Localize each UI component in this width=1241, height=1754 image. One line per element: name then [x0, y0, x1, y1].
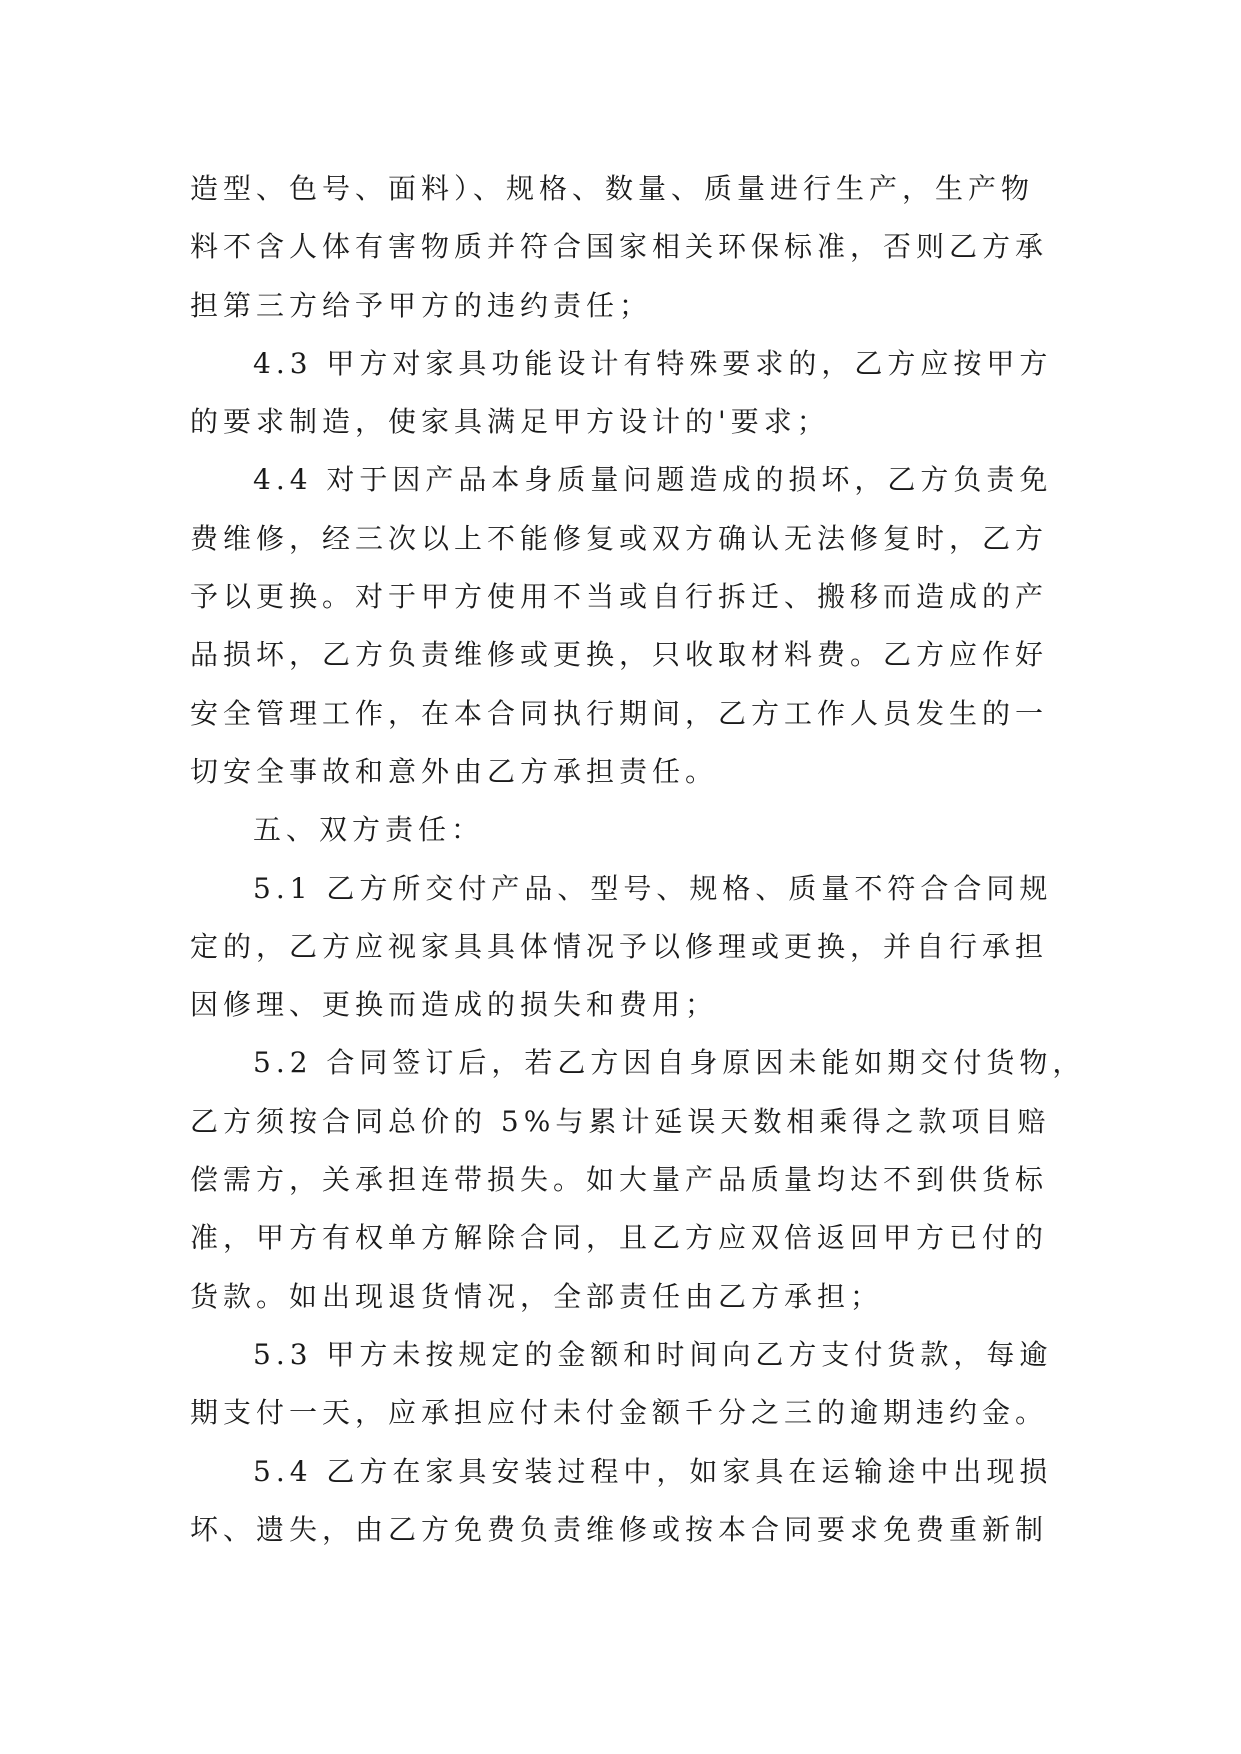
document-line: 坏、遗失，由乙方免费负责维修或按本合同要求免费重新制: [190, 1512, 1049, 1546]
document-line: 期支付一天，应承担应付未付金额千分之三的逾期违约金。: [190, 1396, 1049, 1430]
document-line: 4.3 甲方对家具功能设计有特殊要求的，乙方应按甲方: [253, 346, 1053, 380]
document-line: 5.1 乙方所交付产品、型号、规格、质量不符合合同规: [253, 871, 1053, 905]
document-line: 切安全事故和意外由乙方承担责任。: [190, 754, 719, 788]
document-line: 料不含人体有害物质并符合国家相关环保标准，否则乙方承: [190, 230, 1049, 264]
document-line: 费维修，经三次以上不能修复或双方确认无法修复时，乙方: [190, 521, 1049, 555]
document-line: 五、双方责任：: [253, 813, 485, 847]
document-line: 偿需方，关承担连带损失。如大量产品质量均达不到供货标: [190, 1163, 1049, 1197]
document-line: 安全管理工作，在本合同执行期间，乙方工作人员发生的一: [190, 696, 1049, 730]
document-line: 因修理、更换而造成的损失和费用；: [190, 988, 719, 1022]
document-line: 品损坏，乙方负责维修或更换，只收取材料费。乙方应作好: [190, 638, 1049, 672]
document-line: 货款。如出现退货情况，全部责任由乙方承担；: [190, 1279, 884, 1313]
document-line: 5.4 乙方在家具安装过程中，如家具在运输途中出现损: [253, 1454, 1053, 1488]
document-line: 4.4 对于因产品本身质量问题造成的损坏，乙方负责免: [253, 463, 1053, 497]
document-line: 5.2 合同签订后，若乙方因自身原因未能如期交付货物，: [253, 1046, 1086, 1080]
document-line: 定的，乙方应视家具具体情况予以修理或更换，并自行承担: [190, 929, 1049, 963]
contract-body-text: [190, 160, 1086, 1559]
document-line: 5.3 甲方未按规定的金额和时间向乙方支付货款，每逾: [253, 1337, 1053, 1371]
document-line: 担第三方给予甲方的违约责任；: [190, 288, 653, 322]
document-line: 予以更换。对于甲方使用不当或自行拆迁、搬移而造成的产: [190, 580, 1049, 614]
document-line: 准，甲方有权单方解除合同，且乙方应双倍返回甲方已付的: [190, 1221, 1049, 1255]
document-line: 乙方须按合同总价的 5%与累计延误天数相乘得之款项目赔: [190, 1104, 1051, 1138]
document-line: 的要求制造，使家具满足甲方设计的'要求；: [190, 405, 830, 439]
document-line: 造型、色号、面料）、规格、数量、质量进行生产，生产物: [190, 172, 1035, 205]
